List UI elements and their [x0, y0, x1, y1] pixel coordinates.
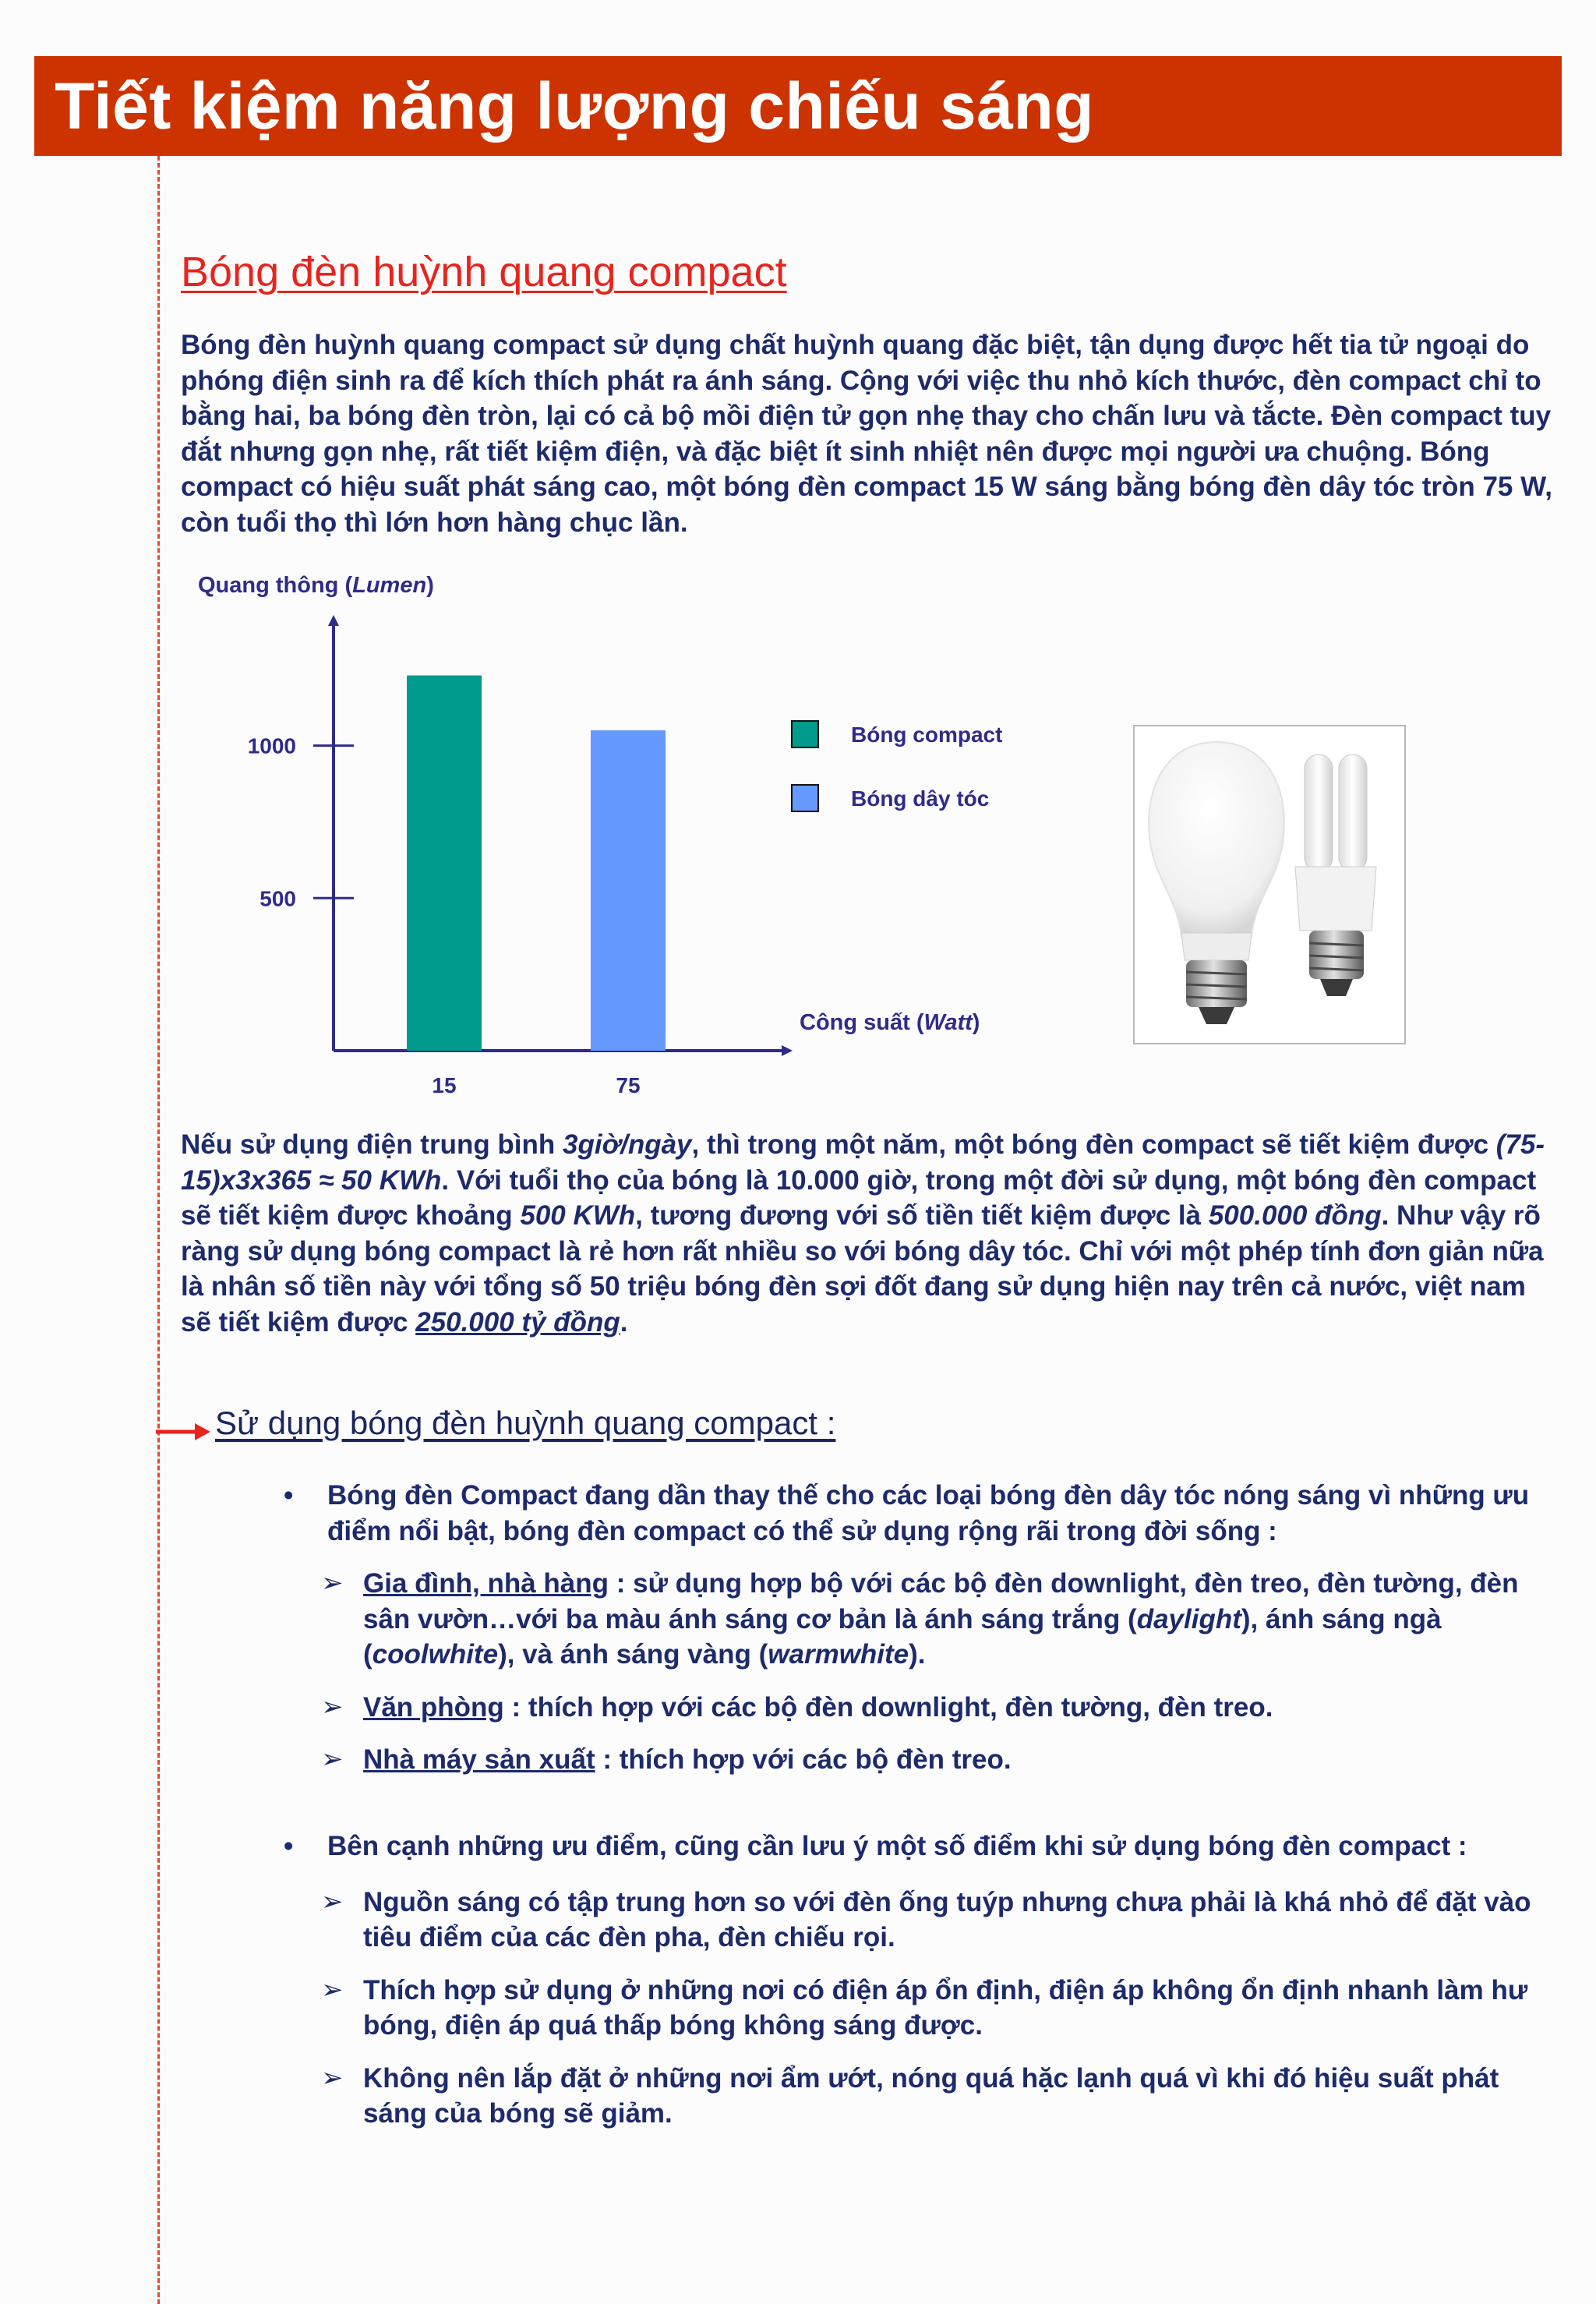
list-item: ➢ Nguồn sáng có tập trung hơn so với đèn ống tuýp nhưng chưa phải là khá nhỏ để đặt vào tiêu điểm của các đèn pha, đèn chiếu rọi.	[281, 1885, 1566, 1956]
cautions-block	[281, 1829, 1566, 2132]
chevron-right-icon: ➢	[321, 1974, 344, 2005]
chevron-right-icon: ➢	[321, 1744, 344, 1774]
chevron-right-icon: ➢	[321, 1691, 344, 1722]
legend-label: Bóng dây tóc	[851, 786, 990, 811]
yearly-kwh-formula: (75-15)x3x365 ≈ 50 KWh	[181, 1129, 1545, 1196]
light-bulbs-icon	[1135, 726, 1404, 1043]
benefits-block	[281, 1478, 1566, 1778]
section-title: Bóng đèn huỳnh quang compact	[181, 249, 787, 295]
margin-dashed-line	[157, 156, 160, 2304]
y-tick-label: 500	[260, 886, 296, 911]
savings-text-4: , tương đương với số tiền tiết kiệm được là	[635, 1200, 1209, 1231]
savings-text-6: .	[620, 1306, 628, 1338]
chevron-right-icon: ➢	[321, 1568, 344, 1598]
savings-text-5: . Như vậy rõ ràng sử dụng bóng compact là rẻ hơn rất nhiều so với bóng dây tóc. Chỉ với một phép tính đơn giản nữa là nhân số tiền này với tổng số 50 triệu bóng đèn sợi đốt đang sử dụng hiện nay trên cả nước, việt nam sẽ tiết kiệm được	[181, 1200, 1544, 1338]
item-label-office: Văn phòng	[363, 1691, 504, 1723]
chart-svg	[179, 561, 1036, 1107]
hours-per-day: 3giờ/ngày	[563, 1129, 692, 1160]
savings-text-3: . Với tuổi thọ của bóng là 10.000 giờ, trong một đời sử dụng, một bóng đèn compact sẽ tiết kiệm được khoảng	[181, 1164, 1537, 1231]
x-tick-label: 15	[432, 1073, 457, 1097]
list-item: ➢ Văn phòng : thích hợp với các bộ đèn downlight, đèn tường, đèn treo.	[281, 1690, 1566, 1726]
lumen-chart	[179, 561, 1036, 1107]
light-bulbs-image	[1133, 725, 1406, 1044]
y-axis-label: Quang thông (Lumen)	[198, 573, 434, 598]
list-item: ➢ Nhà máy sản xuất : thích hợp với các bộ đèn treo.	[281, 1742, 1566, 1778]
list-item: ➢ Gia đình, nhà hàng : sử dụng hợp bộ với các bộ đèn downlight, đèn treo, đèn tường, đèn sân vườn…với ba màu ánh sáng cơ bản là ánh sáng trắng (daylight), ánh sáng ngà (coolwhite), và ánh sáng vàng (warmwhite).	[281, 1566, 1566, 1673]
bar-incandescent	[591, 730, 666, 1051]
intro-paragraph: Bóng đèn huỳnh quang compact sử dụng chất huỳnh quang đặc biệt, tận dụng được hết tia tử ngoại do phóng điện sinh ra để kích thích phát ra ánh sáng. Cộng với việc thu nhỏ kích thước, đèn compact chỉ to bằng hai, ba bóng đèn tròn, lại có cả bộ mồi điện tử gọn nhẹ thay cho chấn lưu và tắcte. Đèn compact tuy đắt nhưng gọn nhẹ, rất tiết kiệm điện, và đặc biệt ít sinh nhiệt nên được mọi người ưa chuộng. Bóng compact có hiệu suất phát sáng cao, một bóng đèn compact 15 W sáng bằng bóng đèn dây tóc tròn 75 W, còn tuổi thọ thì lớn hơn hàng chục lần.	[181, 330, 1552, 538]
y-tick-label: 1000	[247, 733, 296, 758]
chevron-right-icon: ➢	[321, 2062, 344, 2093]
x-axis-label: Công suất (Watt)	[800, 1010, 980, 1035]
item-label-home: Gia đình, nhà hàng	[363, 1568, 609, 1599]
bar-compact	[407, 676, 482, 1051]
savings-text-2: , thì trong một năm, một bóng đèn compact sẽ tiết kiệm được	[691, 1129, 1496, 1160]
legend-swatch	[792, 785, 818, 811]
list-item: ➢ Thích hợp sử dụng ở những nơi có điện áp ổn định, điện áp không ổn định nhanh làm hư bóng, điện áp quá thấp bóng không sáng được.	[281, 1973, 1566, 2044]
bullet-dot-icon: •	[284, 1831, 294, 1861]
cautions-bullet	[281, 1829, 1566, 1864]
cautions-text: Bên cạnh những ưu điểm, cũng cần lưu ý một số điểm khi sử dụng bóng đèn compact :	[327, 1831, 1467, 1861]
legend-label: Bóng compact	[851, 723, 1003, 747]
savings-text-1: Nếu sử dụng điện trung bình	[181, 1129, 563, 1160]
x-tick-label: 75	[616, 1073, 641, 1097]
title-bar	[34, 56, 1562, 156]
legend-swatch	[792, 721, 818, 747]
list-item: ➢ Không nên lắp đặt ở những nơi ẩm ướt, nóng quá hặc lạnh quá vì khi đó hiệu suất phát sáng của bóng sẽ giảm.	[281, 2061, 1566, 2132]
benefits-text: Bóng đèn Compact đang dần thay thế cho các loại bóng đèn dây tóc nóng sáng vì những ưu điểm nổi bật, bóng đèn compact có thể sử dụng rộng rãi trong đời sống :	[327, 1480, 1530, 1546]
bullet-dot-icon: •	[284, 1480, 294, 1511]
savings-paragraph	[181, 1127, 1552, 1340]
arrow-right-icon	[156, 1422, 212, 1442]
lifetime-money: 500.000 đồng	[1208, 1200, 1382, 1231]
lifetime-kwh: 500 KWh	[520, 1200, 636, 1231]
national-savings: 250.000 tỷ đồng	[415, 1306, 620, 1338]
item-label-factory: Nhà máy sản xuất	[363, 1744, 595, 1775]
usage-heading-text: Sử dụng bóng đèn huỳnh quang compact :	[215, 1405, 836, 1441]
benefits-bullet	[281, 1478, 1566, 1549]
chevron-right-icon: ➢	[321, 1886, 344, 1917]
page-title: Tiết kiệm năng lượng chiếu sáng	[55, 69, 1095, 143]
